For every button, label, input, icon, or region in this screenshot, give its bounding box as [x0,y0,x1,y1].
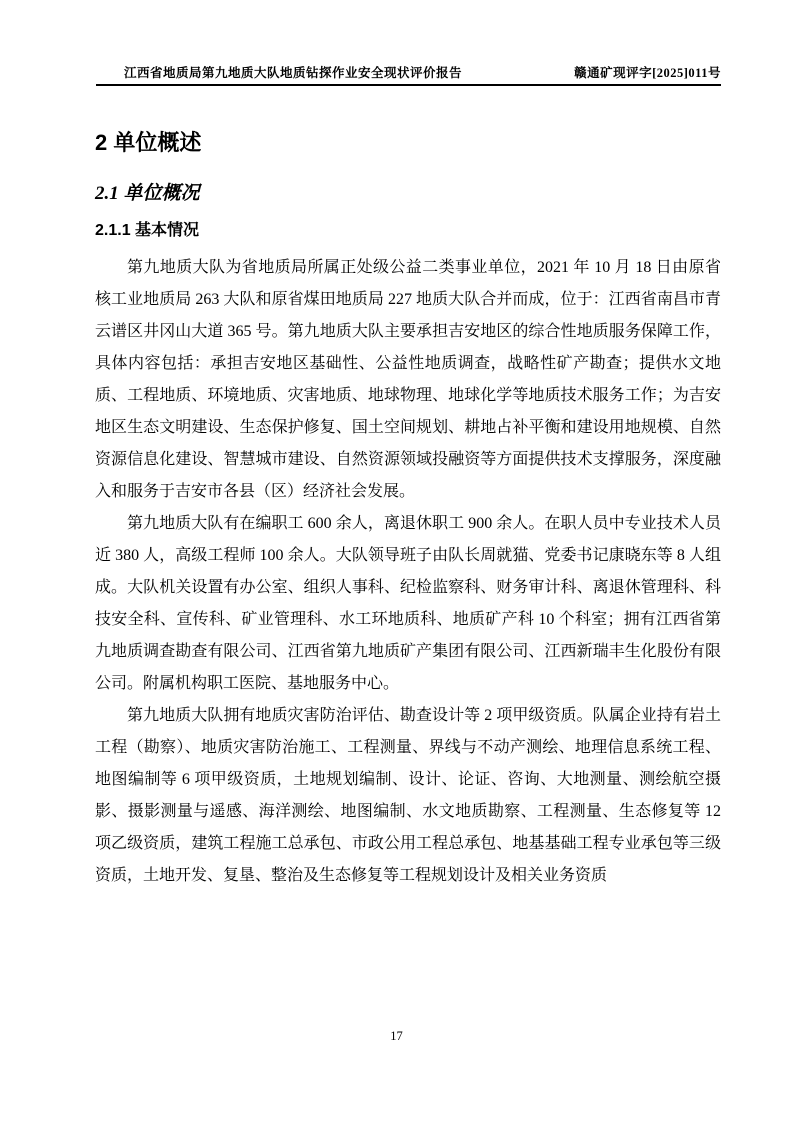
paragraph-qualifications: 第九地质大队拥有地质灾害防治评估、勘查设计等 2 项甲级资质。队属企业持有岩土工程（勘察）、地质灾害防治施工、工程测量、界线与不动产测绘、地理信息系统工程、地图编制等 6 项甲级资质，土地规划编制、设计、论证、咨询、大地测量、测绘航空摄影、摄影测量与遥感、海洋测绘、地图编制、水文地质勘察、工程测量、生态修复等 12 项乙级资质，建筑工程施工总承包、市政公用工程总承包、地基基础工程专业承包等三级资质，土地开发、复垦、整治及生态修复等工程规划设计及相关业务资质 [95,707,721,884]
header-doc-title: 江西省地质局第九地质大队地质钻探作业安全现状评价报告 [124,66,463,80]
header-doc-number: 赣通矿现评字[2025]011号 [574,66,721,80]
chapter-heading: 2 单位概述 [95,130,202,155]
page-number: 17 [390,1029,403,1043]
document-body [95,128,721,892]
subsection-heading: 2.1.1 基本情况 [95,222,200,239]
header-rule [96,84,721,86]
paragraph-unit-overview: 第九地质大队为省地质局所属正处级公益二类事业单位，2021 年 10 月 18 日由原省核工业地质局 263 大队和原省煤田地质局 227 地质大队合并而成，位于：江西省南昌市青云谱区井冈山大道 365 号。第九地质大队主要承担吉安地区的综合性地质服务保障工作，具体内容包括：承担吉安地区基础性、公益性地质调查，战略性矿产勘查；提供水文地质、工程地质、环境地质、灾害地质、地球物理、地球化学等地质技术服务工作；为吉安地区生态文明建设、生态保护修复、国土空间规划、耕地占补平衡和建设用地规模、自然资源信息化建设、智慧城市建设、自然资源领域投融资等方面提供技术支撑服务，深度融入和服务于吉安市各县（区）经济社会发展。 [95,259,721,500]
page-footer [0,1029,793,1044]
page-header [96,63,721,81]
paragraph-staff-structure: 第九地质大队有在编职工 600 余人，离退休职工 900 余人。在职人员中专业技术人员近 380 人，高级工程师 100 余人。大队领导班子由队长周就猫、党委书记康晓东等 8 人组成。大队机关设置有办公室、组织人事科、纪检监察科、财务审计科、离退休管理科、科技安全科、宣传科、矿业管理科、水工环地质科、地质矿产科 10 个科室；拥有江西省第九地质调查勘查有限公司、江西省第九地质矿产集团有限公司、江西新瑞丰生化股份有限公司。附属机构职工医院、基地服务中心。 [95,515,721,692]
section-heading: 2.1 单位概况 [95,183,200,204]
